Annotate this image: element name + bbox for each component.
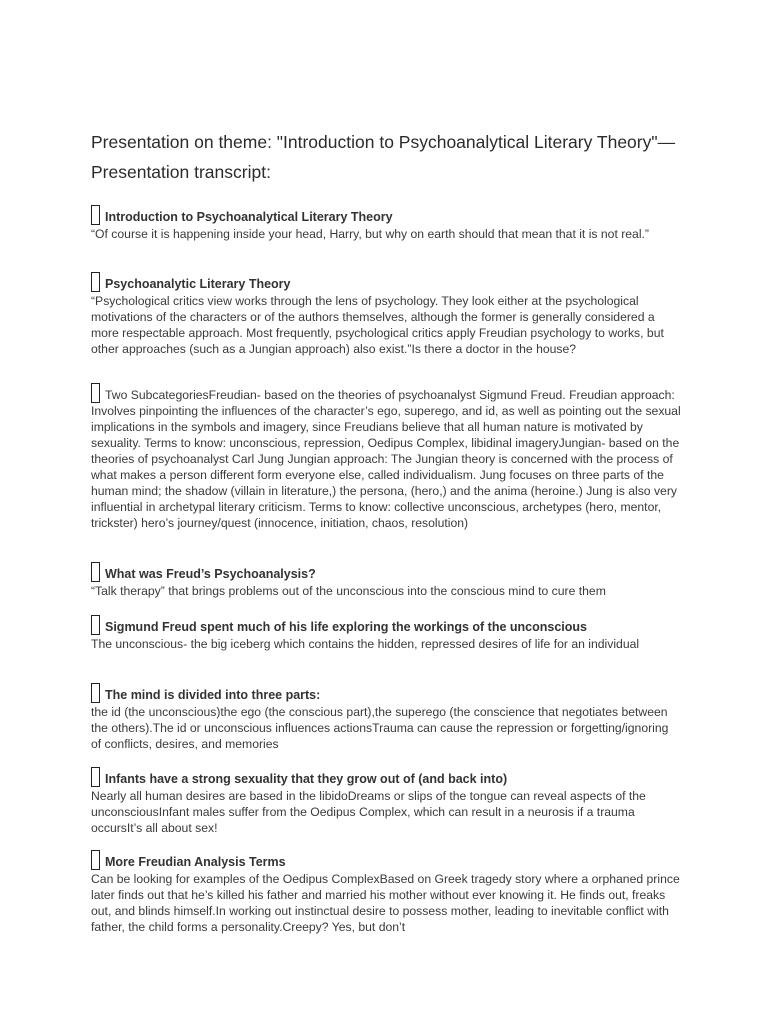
slide-section <box>91 380 681 531</box>
slide-header <box>91 764 681 787</box>
slide-heading: More Freudian Analysis Terms <box>105 855 286 869</box>
slide-header <box>91 612 681 635</box>
slide-placeholder-icon <box>91 205 100 225</box>
slide-section <box>91 847 681 935</box>
slide-section <box>91 202 681 242</box>
slide-heading: The mind is divided into three parts: <box>105 688 321 702</box>
slide-placeholder-icon <box>91 850 100 870</box>
slide-placeholder-icon <box>91 767 100 787</box>
slide-header <box>91 202 681 225</box>
slide-body: Nearly all human desires are based in the libidoDreams or slips of the tongue can reveal aspects of the unconsciousInfant males suffer from the Oedipus Complex, which can result in a neurosis if a trauma occursIt’s all about sex! <box>91 789 646 835</box>
slide-header <box>91 847 681 870</box>
slide-placeholder-icon <box>91 615 100 635</box>
slide-body: “Talk therapy” that brings problems out of the unconscious into the conscious mind to cure them <box>91 584 606 598</box>
slide-body: Two SubcategoriesFreudian- based on the theories of psychoanalyst Sigmund Freud. Freudian approach: Involves pinpointing the influences of the character’s ego, superego, and id, as well as pointing out the sexual implications in the symbols and imagery, since Freudians believe that all human nature is motivated by sexuality. Terms to know: unconscious, repression, Oedipus Complex, libidinal imageryJungian- based on the theories of psychoanalyst Carl Jung Jungian approach: The Jungian theory is concerned with the process of what makes a person different form everyone else, called individualism. Jung focuses on three parts of the human mind; the shadow (villain in literature,) the persona, (hero,) and the anima (heroine.) Jung is also very influential in archetypal literary criticism. Terms to know: collective unconscious, archetypes (hero, mentor, trickster) hero’s journey/quest (innocence, initiation, chaos, resolution) <box>91 388 681 530</box>
slide-body: The unconscious- the big iceberg which contains the hidden, repressed desires of life for an individual <box>91 637 640 651</box>
slide-section <box>91 764 681 836</box>
page-title: Presentation on theme: "Introduction to Psychoanalytical Literary Theory"— Presentation transcript: <box>91 132 676 182</box>
slide-header <box>91 559 681 582</box>
slide-body: the id (the unconscious)the ego (the conscious part),the superego (the conscience that negotiates between the others).The id or unconscious influences actionsTrauma can cause the repression or forgetting/ignoring of conflicts, desires, and memories <box>91 705 669 751</box>
slide-body: “Psychological critics view works through the lens of psychology. They look either at the psychological motivations of the characters or of the authors themselves, although the former is generally considered a more respectable approach. Most frequently, psychological critics apply Freudian psychology to works, but other approaches (such as a Jungian approach) also exist.”Is there a doctor in the house? <box>91 294 664 356</box>
slide-heading: Introduction to Psychoanalytical Literary Theory <box>105 210 393 224</box>
slide-heading: Infants have a strong sexuality that they grow out of (and back into) <box>105 772 508 786</box>
slide-section <box>91 559 681 599</box>
slide-heading: Psychoanalytic Literary Theory <box>105 277 291 291</box>
slide-section <box>91 680 681 752</box>
transcript-page <box>91 127 681 934</box>
slide-header <box>91 680 681 703</box>
slide-header <box>91 269 681 292</box>
slide-heading: Sigmund Freud spent much of his life exploring the workings of the unconscious <box>105 620 587 634</box>
slide-placeholder-icon <box>91 562 100 582</box>
slide-section <box>91 612 681 652</box>
slide-placeholder-icon <box>91 683 100 703</box>
slide-body: “Of course it is happening inside your head, Harry, but why on earth should that mean that it is not real.” <box>91 227 649 241</box>
slide-section <box>91 269 681 357</box>
slide-body: Can be looking for examples of the Oedipus ComplexBased on Greek tragedy story where a orphaned prince later finds out that he’s killed his father and married his mother without ever knowing it. He finds out, freaks out, and blinds himself.In working out instinctual desire to possess mother, leading to inevitable conflict with father, the child forms a personality.Creepy? Yes, but don’t <box>91 872 680 934</box>
slide-placeholder-icon <box>91 383 100 403</box>
slide-placeholder-icon <box>91 272 100 292</box>
slide-heading: What was Freud’s Psychoanalysis? <box>105 567 316 581</box>
